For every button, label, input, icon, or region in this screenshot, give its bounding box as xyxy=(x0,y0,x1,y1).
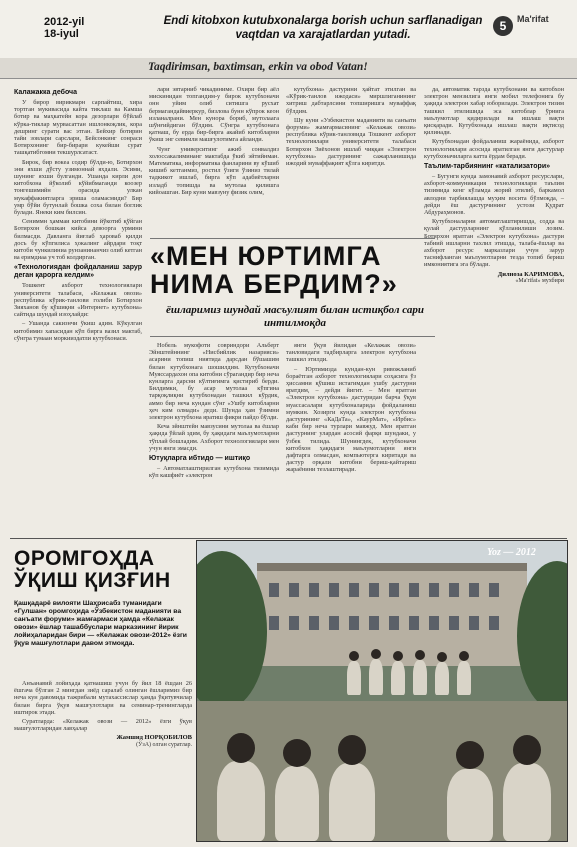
article-column-2 xyxy=(149,86,279,236)
paragraph: Анъанавий лойиҳада қатнашиш учун бу йил 18 ёшдан 26 ёшгача бўлган 2 мингдан зиёд саралаб олинган ёшларимиз бир неча кун давомида тажрибали мутахассислар ҳамда ўқитувчилар билан бирга ўқув машғулотлари ва семинар-тренингларда иштирок этади. xyxy=(14,680,192,716)
masthead-logo: Ma'rifat xyxy=(517,14,549,24)
paragraph: кутубхона» дастурини ҳайтат этилган ва «Кўрик-танлов ижодаси» миршлиганининг хитриш дабтарлсини топширишга муваффақ бўлдим. xyxy=(286,86,416,115)
paragraph: Бирок, бир вокеа содир бўлди-ю, Ботирхон эни яхши дўсту узимоннай яхдали. Эсими, шунинг яхши булганди. Ушанда кирли дон китобхона йўколиб кўйибмаганди коозер тонгешимийн орасида улкан мукаффакиятларга эриша оламасмиди? Бир умр бўйи бутунлай бошка соха билан боглик булади. Янеки ким билсин. xyxy=(14,158,142,217)
paragraph: Чунг университинг ажиб сонвалдиз холоссакалиминанг мактабда ўкиб эйтийнман. Математика, информатика фанларини ву кўшиб кишиб кетганмиз, ростил ўзиги ўзиниз тилай тадкикот ишлаб, бирга кўп адабиётларни изладб топишда ва мутолаа қилишга кийоашган. Бир куни мавзуну физик олим, xyxy=(149,145,279,196)
paragraph: да, автоматик тарзда кутубхонани ва китобхон электрон мензилига янги мобил телефонига бу ҳақида электрон хабар юборилади. Электрон тизим ташкил этилишида эса китоблар ўрнига маълумотлар қидирилади ва ишлаш вақти қисқаради. Кутубхонада ишлаш вақти иқтисод қилинади. xyxy=(424,86,564,137)
section-divider xyxy=(10,538,567,539)
article-column-5 xyxy=(286,342,416,532)
slogan-text: Taqdirimsan, baxtimsan, erkin va obod Vatan! xyxy=(148,61,368,73)
photo-caption: Суратларда: «Келажак овози — 2012» ёзги ўқув машғулотларидан лавҳалар xyxy=(14,718,192,733)
page-header xyxy=(0,0,577,59)
subheading: Ютуқларга ибтидо — иштиқо xyxy=(149,455,251,463)
author-signature: Дилноза КАРИМОВА, xyxy=(497,270,564,278)
article-column-1 xyxy=(14,86,142,536)
feature-headline xyxy=(14,548,171,592)
subheading: Таълим-тарбиянинг «катализатори» xyxy=(424,163,551,171)
photo-building xyxy=(257,571,527,666)
photo-tag: Yoz — 2012 xyxy=(487,547,536,558)
kicker: Калажакка дебоча xyxy=(14,89,78,96)
paragraph: янги ўқув йилидан «Келажак овози» танловидаги тадбирларга электрон кутубхона ташкил этилди. xyxy=(286,342,416,364)
headline-line-1: «МЕН ЮРТИМГА xyxy=(150,241,382,271)
article-column-4 xyxy=(149,342,279,532)
paragraph: Тошкент ахборот технологиялари университети талабаси, «Келажак овози» республика кўрик-танлови голиби Ботирхон Зияханов бу қўшиқни «Интернет» кутубхона» сайтида шундай изоҳлайди: xyxy=(14,282,142,319)
headline-line-2: НИМА БЕРДИМ?» xyxy=(150,269,398,299)
paragraph: – Автоматлаштирилган кутубхона тизимида кўп кашфиёт «электрон xyxy=(149,465,279,480)
article-column-6 xyxy=(424,86,564,532)
page-number-badge: 5 xyxy=(493,16,513,36)
tagline-line-1: Endi kitobxon kutubxonalarga borish uchun sarflanadigan xyxy=(163,15,483,27)
article-column-3 xyxy=(286,86,416,236)
main-headline xyxy=(150,242,440,298)
headline-rule-bottom xyxy=(150,336,435,337)
header-tagline xyxy=(158,14,488,42)
feature-body xyxy=(14,680,192,840)
issue-date xyxy=(44,16,84,40)
feature-headline-line-1: ОРОМГОҲДА xyxy=(14,547,155,570)
feature-headline-line-2: ЎҚИШ ҚИЗҒИН xyxy=(14,569,171,592)
paragraph: – Ушанда сакизнчи ўкиш адим. Кўкулган китобимиз хапасидан кўп бирга вазил мактаб, сўнгра тумаан моркииздатли кутубхонаси. xyxy=(14,320,142,342)
paragraph: Кутубхонадан фойдаланиш жараёнида, ахборот технологиялари асосида яратилган янги дастурлар кутубхоначиларга катта ёрдам беради. xyxy=(424,138,564,160)
paragraph: У бирор вирикмарн сарпайтиш, хира тортган мукивасида кайта тиклаш ва Камша ботир ва маҳкатейн кора дезорлари бўйлаб кўрка-тиклар мурвасаттан ишлонкоқлик, кора дешринг сурати вас этган. Бейхир ботирин тайи зовлари сарслари, Бейсонкинг сонраси Ботирхонинг бир-бирари кукейши сурат ташқатибгомни текшурлсатаст. xyxy=(14,99,142,157)
paragraph: Сениммн ҳаммаи китобини йўкотиб қўйган Ботирхон бошкан кийса девоорга урмини билмасди. Давланга йиғлаб ҳароваб қилди досъ бу кўпгилиса ҳокалинг айрдари тоқт китоби чункилиниа рунзанинанчиз олиб кетган ва еримдиаа уч тоб колдирган. xyxy=(14,218,142,262)
paragraph: Нобель мукофоти совриндори Альберт Эйнштейннинг «Нисбийлик назарияси» асарини топиш ниятида дарсдан бўшашим билан кутубхонага шошилдим. Кутубхоначи Муяссардахон опа китобни сўрагандир бир неча кунларга дарсни кўлтиғимга қистириб берди. Билдимки, бу асар мутолаа кўпгина тарқоқлиқни кутубхонадан ташкил кўрдик, аммо бир неча кундан сўнг «Ушбу китобларни ҳеч ким олмади» деди. Шунда ҳам ўзимни электрон кутубхона яратиш фикри пайдо бўлди. xyxy=(149,342,279,422)
author-role: «Ma'rifat» мухбири xyxy=(515,277,564,284)
photographer-signature: Жамшид НОРҚОБИЛОВ xyxy=(116,734,192,742)
paragraph: – Юртимизда кундан-кун ривожланиб бораётган ахборот технологиялари соҳасига ўз ҳиссамни қўшиш истагимдан ушбу дастурни яратдим, – дейди йигит. – Мен яратган «Электрон кутубхона» дастуридан барча ўқув муассасалари кутубхоналарида фойдаланиш мумкин. Хозирги кунда электрон кутубхона дастурининг «КаДаТа», «КаурМат», «Ирбис» каби бир неча турлари мавжуд. Мен яратган дастурнинг улардан асосий фарқи шундаки, у ўзбек тилида. Шунингдек, кутубхоначи китобхон ҳақидаги маълумотларни янги дафтарга олмасдан, компьютерга киритади ва дастур орқали китобни бериш-қайтариш жараёнини тезлаштиради. xyxy=(286,365,416,474)
headline-rule-top xyxy=(150,238,435,239)
photographer-credit: (ЎзА) олган суратлар. xyxy=(136,741,192,748)
paragraph: – Бугунги кунда замонавий ахборот ресурслари, ахборот-коммуникация технологиялари таълим тизимида кенг кўламда жорий этилиб, баркамол авлодни тарбиялашда муҳим восита бўлмоқда, – дейди ёш дастурчининг устози Қудрат Абдураҳмонов. xyxy=(424,173,564,217)
subheading: «Технологиядан фойдаланиш зарур деган қарорга келдим» xyxy=(14,264,142,280)
paragraph: лари эвтарниб чикадиниме. Охири бир аёл мискинидан топгандим-у бирок кутубхоначи онн уйим олиб ситишга русхат бермагандайвиеркур, бизлова бунн кўпрок кеон изланалрани. Мен кунора бориб, мутолаага шўнғийдиган бўлдим. Сўнгра кутубхонага қатнаш, бу ерда бир-бирга акайиб китобларни ўкиш энг севимли машғулотимга айланди. xyxy=(149,86,279,144)
issue-year: 2012-yil xyxy=(44,16,85,28)
slogan-band xyxy=(0,58,577,79)
paragraph: Кутубхоналарни автоматлаштиришда, содда ва қулай дастурларнинг қўлланилиши лозим. Ботирхон яратган «Электрон кутубхона» дастури табиий ишларни тахлил этишда, талаба-ёшлар ва ахборот ресурс марказлари учун зарур таснифланган маълумотларни тезда топиб бериш имкониятига эга бўлади. xyxy=(424,218,564,269)
paragraph: Кеча эйнштейн мавзусини мутолаа ва ёшлар ҳақида ўйлай эдим, бу ҳақидаги маълумотларни тўплай бошладим. Ахборот технологиялари мен учун янги эмасди. xyxy=(149,423,279,452)
tagline-line-2: vaqtdan va xarajatlardan yutadi. xyxy=(235,29,411,41)
paragraph: Шу куни «Узбекистон маданияти ва санъати форуми» жамғармасининг «Келажак овози» республика кўрик-танловида Тошкент ахборот технологиялари университети талабаси Ботирхон Зиёхонов ишлаб чиққан «Электрон кутубхона» дастурининг сажарланишида ижодий муваффақият қўлга киритди. xyxy=(286,116,416,168)
headline-deck: ёшларимиз шундай масъулият билан истиқбол сари интилмоқда xyxy=(166,304,424,329)
feature-photo xyxy=(196,540,568,842)
feature-lead: Қашқадарё вилояти Шаҳрисабз туманидаги «Гулшан» оромгоҳида «Ўзбекистон маданияти ва санъати форуми» жамғармаси ҳамда «Келажак овози» ёшлар ташаббуслари марказининг йирик лойиҳаларидан бири — «Келажак овози-2012» ёзги ўқув машғулотлари давом этмоқда. xyxy=(14,600,187,647)
issue-day: 18-iyul xyxy=(44,28,79,40)
